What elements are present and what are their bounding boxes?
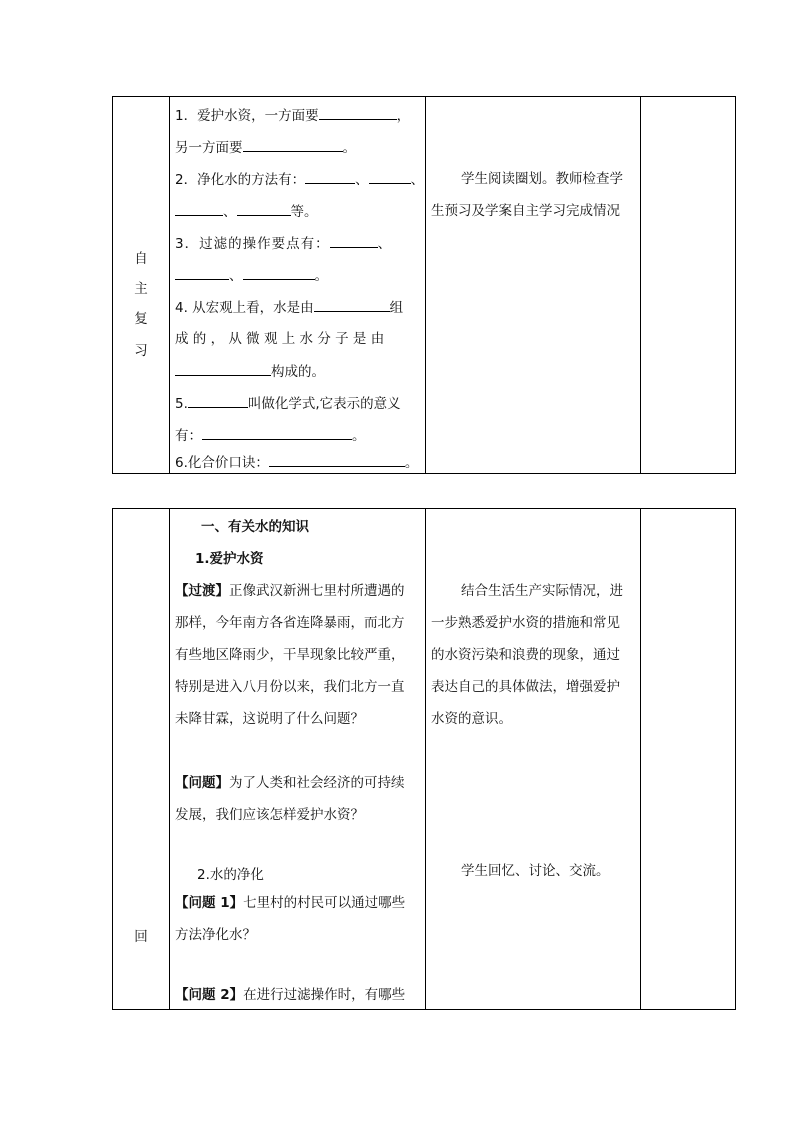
row-label: 回 [134, 929, 148, 945]
question-4b: 成 的 ， 从 微 观 上 水 分 子 是 由 [175, 331, 385, 347]
question-1-line: 【问题 1】七里村的村民可以通过哪些 [175, 895, 406, 911]
section-heading: 一、有关水的知识 [201, 519, 309, 535]
question-1a: 1．爱护水资，一方面要 ， [175, 108, 411, 124]
transition-line: 特别是进入八月份以来，我们北方一直 [175, 679, 405, 695]
subsection-heading: 2.水的净化 [197, 867, 264, 883]
transition-line: 未降甘霖，这说明了什么问题？ [175, 711, 364, 727]
review-questions [175, 97, 425, 475]
question-5b: 有： 。 [175, 428, 366, 444]
activity-line: 学生阅读圈划。教师检查学 [461, 171, 623, 187]
col-divider-3 [425, 97, 641, 473]
activity-line: 表达自己的具体做法，增强爱护 [431, 679, 620, 695]
activity-line: 生预习及学案自主学习完成情况 [431, 203, 620, 219]
question-1-line: 方法净化水？ [175, 927, 256, 943]
question-3b: 、 。 [175, 267, 328, 284]
question-2a: 2．净化水的方法有： 、 、 [175, 172, 425, 188]
question-line: 【问题】为了人类和社会经济的可持续 [175, 775, 405, 791]
row-label-char: 主 [134, 281, 148, 297]
transition-line: 那样，今年南方各省连降暴雨，而北方 [175, 615, 405, 631]
question-2b: 、 等。 [175, 203, 318, 220]
question-2-line: 【问题 2】在进行过滤操作时，有哪些 [175, 987, 406, 1003]
question-6: 6.化合价口诀： 。 [175, 455, 419, 471]
row-label-char: 自 [134, 251, 148, 267]
row-label-char: 习 [134, 343, 148, 359]
activity-line: 的水资污染和浪费的现象，通过 [431, 647, 620, 663]
transition-line: 有些地区降雨少，干旱现象比较严重， [175, 647, 405, 663]
transition-line: 【过渡】正像武汉新洲七里村所遭遇的 [175, 583, 405, 599]
knowledge-cell [175, 509, 421, 1011]
question-5a: 5. 叫做化学式,它表示的意义 [175, 396, 401, 412]
activity-line: 水资的意识。 [431, 711, 512, 727]
subsection-heading: 1.爱护水资 [195, 551, 264, 567]
question-3a: 3．过滤的操作要点有： 、 [175, 236, 393, 252]
question-4c: 构成的。 [175, 363, 325, 380]
activity-line: 一步熟悉爱护水资的措施和常见 [431, 615, 620, 631]
row-label-char: 复 [134, 311, 148, 327]
question-4a: 4. 从宏观上看，水是由 组 [175, 300, 404, 316]
activity-line: 结合生活生产实际情况，进 [461, 583, 623, 599]
activity-line: 学生回忆、讨论、交流。 [461, 863, 610, 879]
self-review-table [112, 96, 736, 474]
question-1b: 另一方面要 。 [175, 140, 356, 156]
review-table [112, 508, 736, 1010]
question-line: 发展，我们应该怎样爱护水资？ [175, 807, 364, 823]
